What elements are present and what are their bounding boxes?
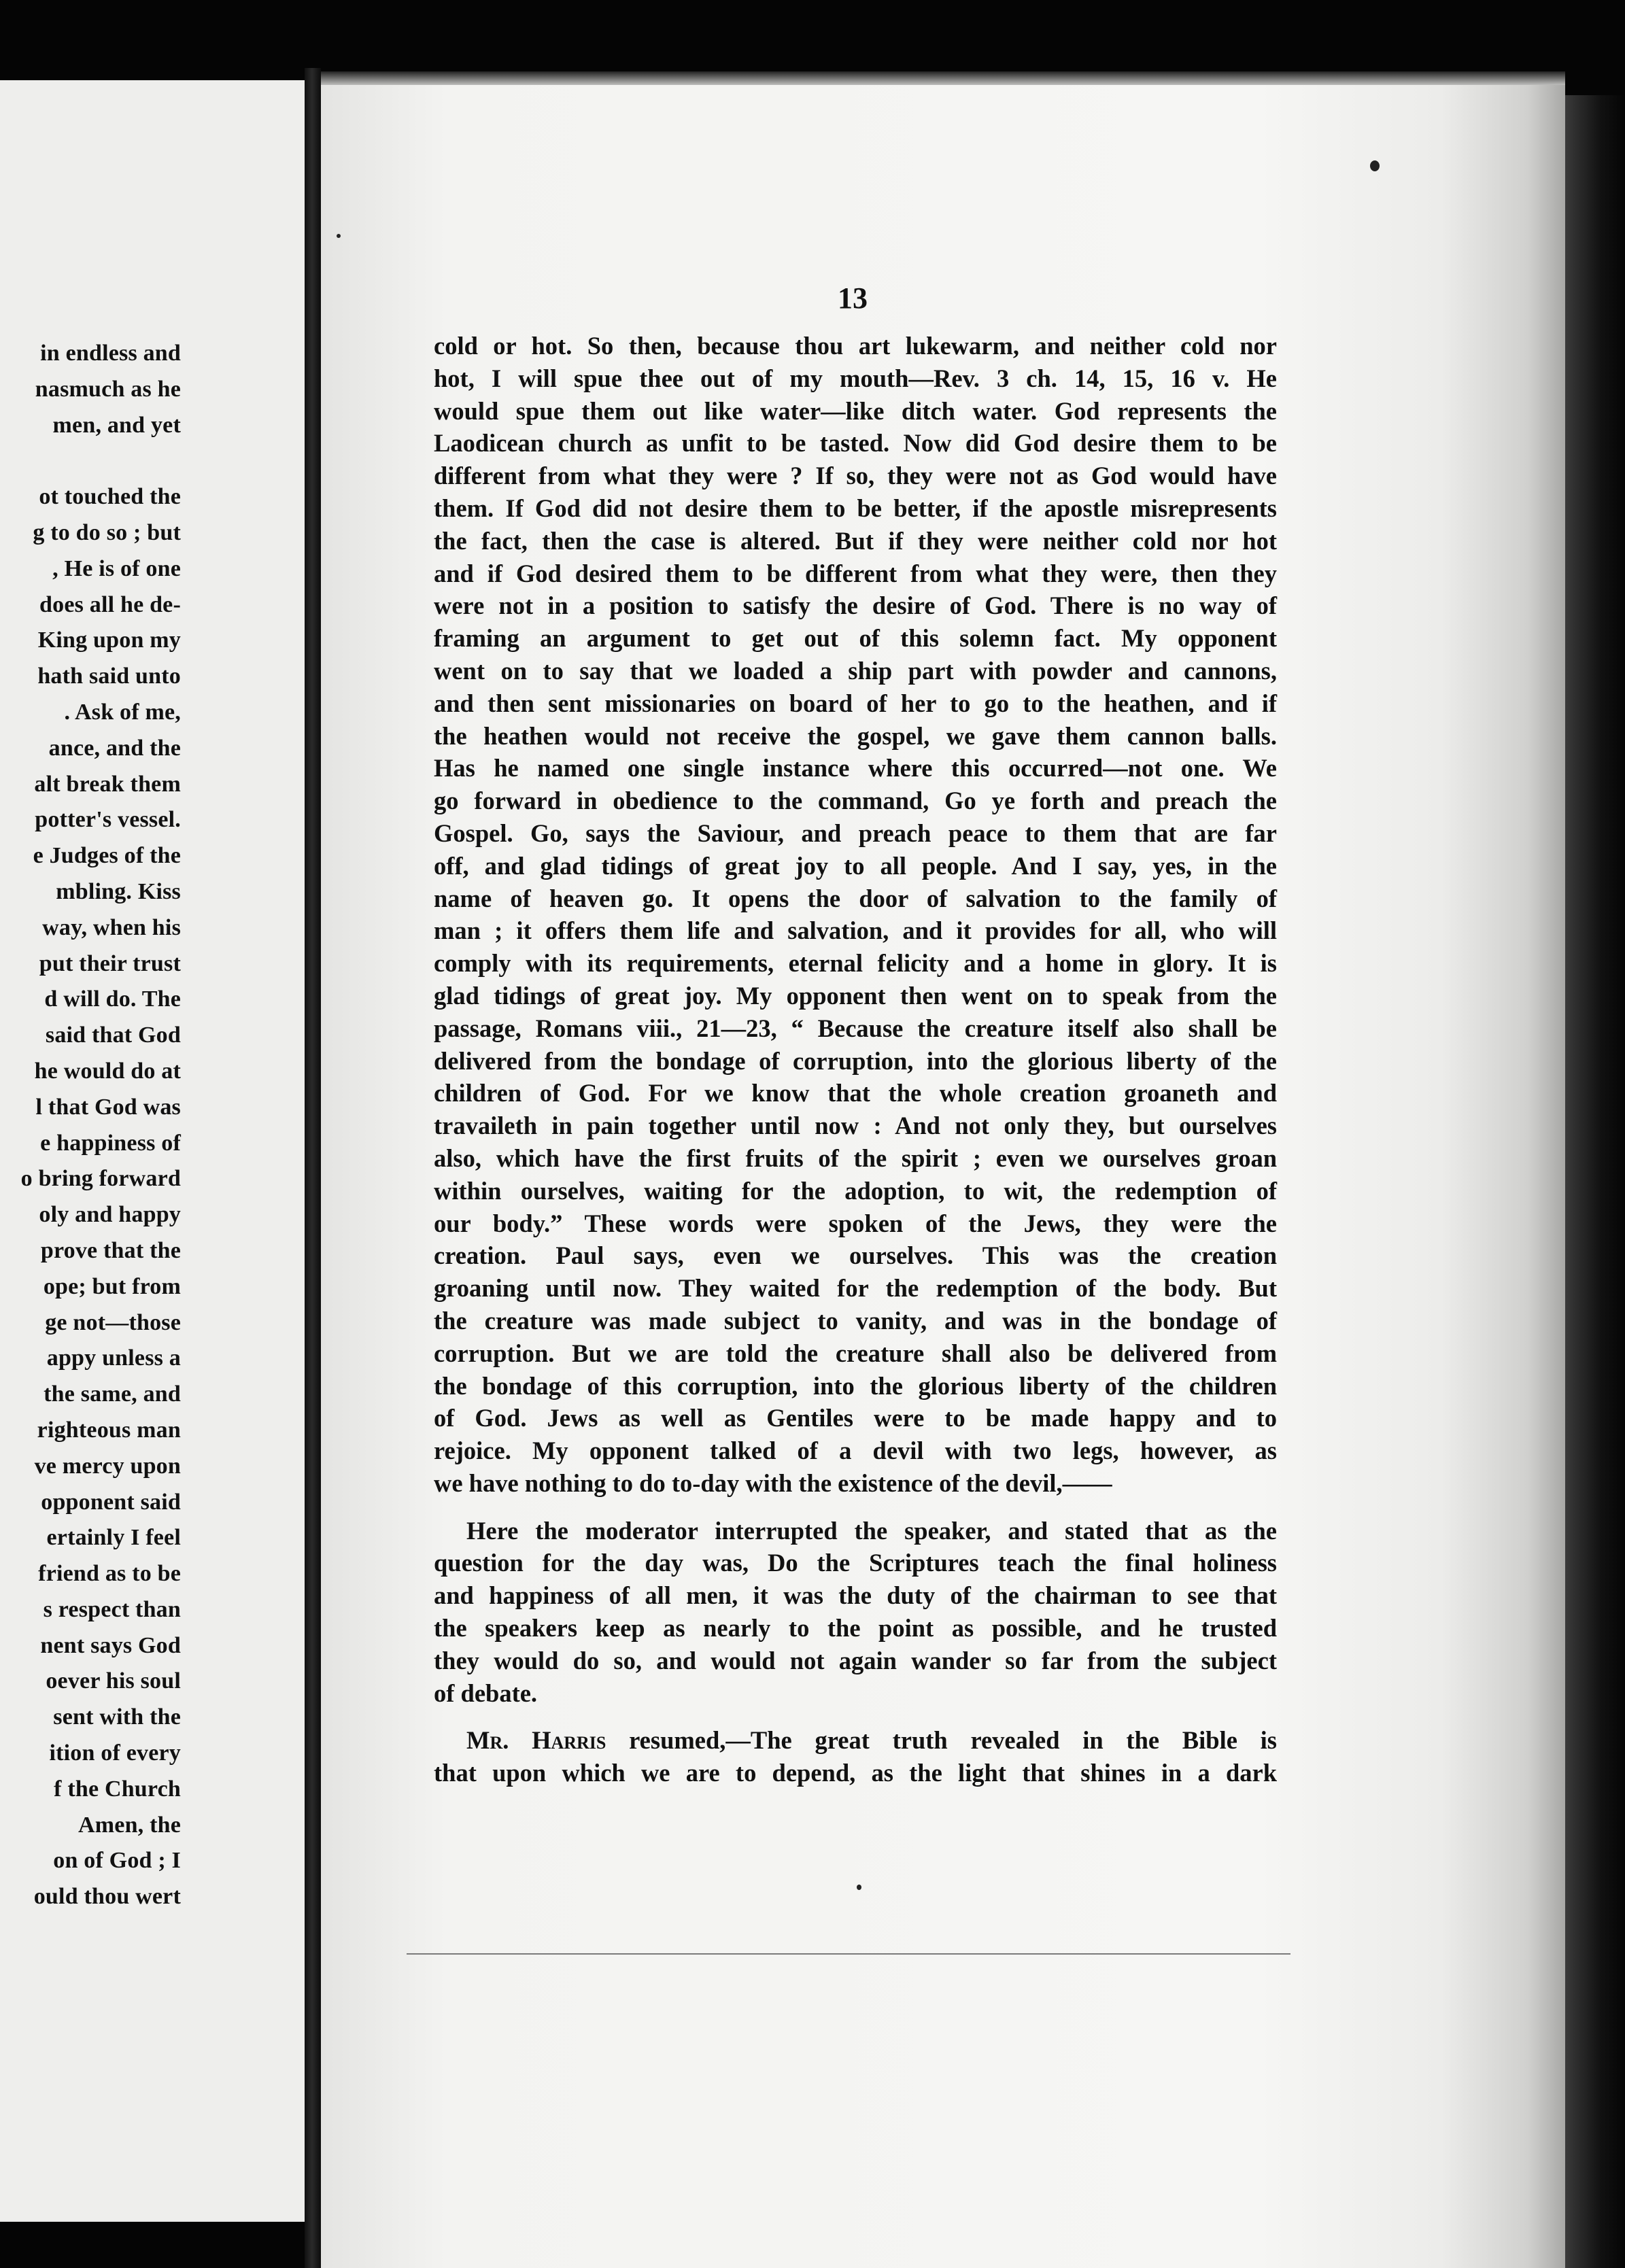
paragraph-1-line: children of God. For we know that the whole creation groaneth and xyxy=(434,1079,1277,1107)
left-page-line: put their trust xyxy=(39,950,181,976)
paragraph-2 xyxy=(434,1515,1277,1710)
paragraph-1-line: go forward in obedience to the command, Go ye forth and preach the xyxy=(434,787,1277,815)
paragraph-1-line: and if God desired them to be different from what they were, then they xyxy=(434,559,1277,587)
left-page-line: prove that the xyxy=(40,1237,181,1263)
paragraph-2-line: Here the moderator interrupted the speaker, and stated that as the xyxy=(466,1516,1277,1545)
paragraph-1-line: also, which have the first fruits of the spirit ; even we ourselves groan xyxy=(434,1144,1277,1172)
left-page-line: alt break them xyxy=(34,771,181,797)
paragraph-2-line: question for the day was, Do the Scriptures teach the final holiness xyxy=(434,1549,1277,1577)
paragraph-2-line: the speakers keep as nearly to the point as possible, and he trusted xyxy=(434,1614,1277,1643)
left-page-line: g to do so ; but xyxy=(33,519,181,545)
left-page-line: potter's vessel. xyxy=(35,807,181,833)
paragraph-1-line: the fact, then the case is altered. But if they were neither cold nor hot xyxy=(434,526,1277,555)
left-page-line: does all he de- xyxy=(39,591,181,617)
left-page-line: mbling. Kiss xyxy=(56,878,181,904)
paragraph-1-line: we have nothing to do to-day with the existence of the devil,—— xyxy=(434,1468,1112,1497)
paragraph-1 xyxy=(434,330,1277,1500)
paragraph-2-line: of debate. xyxy=(434,1679,538,1707)
left-page-line: the same, and xyxy=(44,1381,181,1407)
paragraph-1-line: of God. Jews as well as Gentiles were to be made happy and to xyxy=(434,1404,1277,1432)
paragraph-1-line: were not in a position to satisfy the desire of God. There is no way of xyxy=(434,591,1277,620)
paragraph-1-line: within ourselves, waiting for the adoption, to wit, the redemption of xyxy=(434,1176,1277,1205)
paragraph-2-line: and happiness of all men, it was the duty of the chairman to see that xyxy=(434,1581,1277,1610)
paragraph-1-line: Gospel. Go, says the Saviour, and preach peace to them that are far xyxy=(434,819,1277,847)
left-page-line: sent with the xyxy=(53,1704,181,1730)
page-top-edge xyxy=(321,71,1565,85)
left-page-line: oly and happy xyxy=(39,1202,181,1228)
paragraph-3-line-text: resumed,—The great truth revealed in the Bible is xyxy=(629,1726,1278,1755)
left-page-line: he would do at xyxy=(34,1058,181,1084)
left-page-line: ould thou wert xyxy=(33,1884,181,1910)
left-page-line: ition of every xyxy=(49,1740,181,1766)
paragraph-1-line: off, and glad tidings of great joy to all people. And I say, yes, in the xyxy=(434,851,1277,880)
paragraph-1-line: glad tidings of great joy. My opponent then went on to speak from the xyxy=(434,981,1277,1010)
left-page-line xyxy=(0,443,181,479)
left-page xyxy=(0,80,305,2222)
paragraph-1-line: creation. Paul says, even we ourselves. This was the creation xyxy=(434,1241,1277,1270)
left-page-line: f the Church xyxy=(54,1776,181,1802)
left-page-line: opponent said xyxy=(41,1489,181,1515)
left-page-line: d will do. The xyxy=(44,986,181,1012)
left-page-line: ve mercy upon xyxy=(34,1453,181,1479)
paragraph-1-line: our body.” These words were spoken of the Jews, they were the xyxy=(434,1209,1277,1237)
paragraph-1-line: the heathen would not receive the gospel, we gave them cannon balls. xyxy=(434,721,1277,750)
left-page-line: in endless and xyxy=(40,341,181,366)
paragraph-1-line: hot, I will spue thee out of my mouth—Rev. 3 ch. 14, 15, 16 v. He xyxy=(434,364,1277,392)
left-page-line: l that God was xyxy=(35,1094,181,1120)
paragraph-1-line: rejoice. My opponent talked of a devil with two legs, however, as xyxy=(434,1437,1277,1465)
left-page-line: King upon my xyxy=(37,628,181,653)
left-page-line: e happiness of xyxy=(40,1130,181,1156)
left-page-line: nent says God xyxy=(40,1632,181,1658)
paragraph-3-line: that upon which we are to depend, as the light that shines in a dark xyxy=(434,1759,1277,1787)
paragraph-3 xyxy=(434,1724,1277,1789)
left-page-line: Amen, the xyxy=(78,1812,181,1838)
paragraph-1-line: them. If God did not desire them to be better, if the apostle misrepresents xyxy=(434,494,1277,522)
left-page-line: ope; but from xyxy=(43,1273,181,1299)
left-page-line: . Ask of me, xyxy=(64,699,181,725)
paragraph-1-line: comply with its requirements, eternal felicity and a home in glory. It is xyxy=(434,949,1277,978)
paragraph-1-line: groaning until now. They waited for the redemption of the body. But xyxy=(434,1274,1277,1303)
left-page-line: appy unless a xyxy=(46,1345,181,1371)
left-page-line: men, and yet xyxy=(52,412,181,438)
left-page-line: hath said unto xyxy=(37,664,181,689)
paragraph-1-line: name of heaven go. It opens the door of salvation to the family of xyxy=(434,884,1277,912)
paragraph-1-line: man ; it offers them life and salvation, and it provides for all, who will xyxy=(434,916,1277,945)
left-page-line: way, when his xyxy=(42,914,181,940)
paragraph-1-line: the bondage of this corruption, into the glorious liberty of the children xyxy=(434,1371,1277,1400)
left-page-text xyxy=(0,336,181,1915)
left-page-line: friend as to be xyxy=(38,1561,181,1587)
paragraph-1-line: went on to say that we loaded a ship part with powder and cannons, xyxy=(434,656,1277,685)
left-page-line: on of God ; I xyxy=(53,1848,181,1874)
left-page-line: , He is of one xyxy=(52,555,181,581)
page-right-shadow xyxy=(1565,95,1625,2268)
left-page-line: ance, and the xyxy=(48,735,181,761)
paragraph-1-line: different from what they were ? If so, they were not as God would have xyxy=(434,462,1277,490)
left-page-line: nasmuch as he xyxy=(35,376,181,402)
paragraph-1-line: the creature was made subject to vanity, and was in the bondage of xyxy=(434,1306,1277,1335)
paragraph-2-line: they would do so, and would not again wander so far from the subject xyxy=(434,1646,1277,1674)
paragraph-1-line: corruption. But we are told the creature shall also be delivered from xyxy=(434,1339,1277,1367)
speaker-name: Mr. Harris xyxy=(466,1726,606,1755)
paragraph-1-line: and then sent missionaries on board of her to go to the heathen, and if xyxy=(434,689,1277,717)
left-page-line: oever his soul xyxy=(46,1668,181,1694)
left-page-line: o bring forward xyxy=(20,1166,181,1192)
ink-speck xyxy=(1370,160,1380,171)
left-page-line: s respect than xyxy=(43,1596,181,1622)
book-gutter xyxy=(305,68,321,2268)
paragraph-1-line: cold or hot. So then, because thou art lukewarm, and neither cold nor xyxy=(434,332,1277,360)
paragraph-1-line: framing an argument to get out of this solemn fact. My opponent xyxy=(434,624,1277,653)
left-page-line: ertainly I feel xyxy=(46,1525,181,1551)
paragraph-1-line: Laodicean church as unfit to be tasted. Now did God desire them to be xyxy=(434,429,1277,458)
paragraph-3-line xyxy=(434,1724,1277,1757)
paragraph-1-line: passage, Romans viii., 21—23, “ Because the creature itself also shall be xyxy=(434,1014,1277,1042)
ink-speck xyxy=(857,1885,861,1890)
left-page-line: e Judges of the xyxy=(33,843,181,869)
page-number: 13 xyxy=(838,281,868,315)
paragraph-1-line: would spue them out like water—like ditch water. God represents the xyxy=(434,396,1277,425)
paragraph-1-line: travaileth in pain together until now : And not only they, but ourselves xyxy=(434,1112,1277,1140)
ink-speck xyxy=(337,234,341,238)
paragraph-1-line: delivered from the bondage of corruption, into the glorious liberty of the xyxy=(434,1046,1277,1075)
bottom-rule xyxy=(407,1953,1290,1955)
left-page-line: ot touched the xyxy=(39,484,181,510)
left-page-line: righteous man xyxy=(37,1417,181,1443)
left-page-line: ge not—those xyxy=(45,1309,181,1335)
left-page-line: said that God xyxy=(45,1023,181,1048)
paragraph-1-line: Has he named one single instance where this occurred—not one. We xyxy=(434,754,1277,783)
body-text xyxy=(434,330,1277,1789)
